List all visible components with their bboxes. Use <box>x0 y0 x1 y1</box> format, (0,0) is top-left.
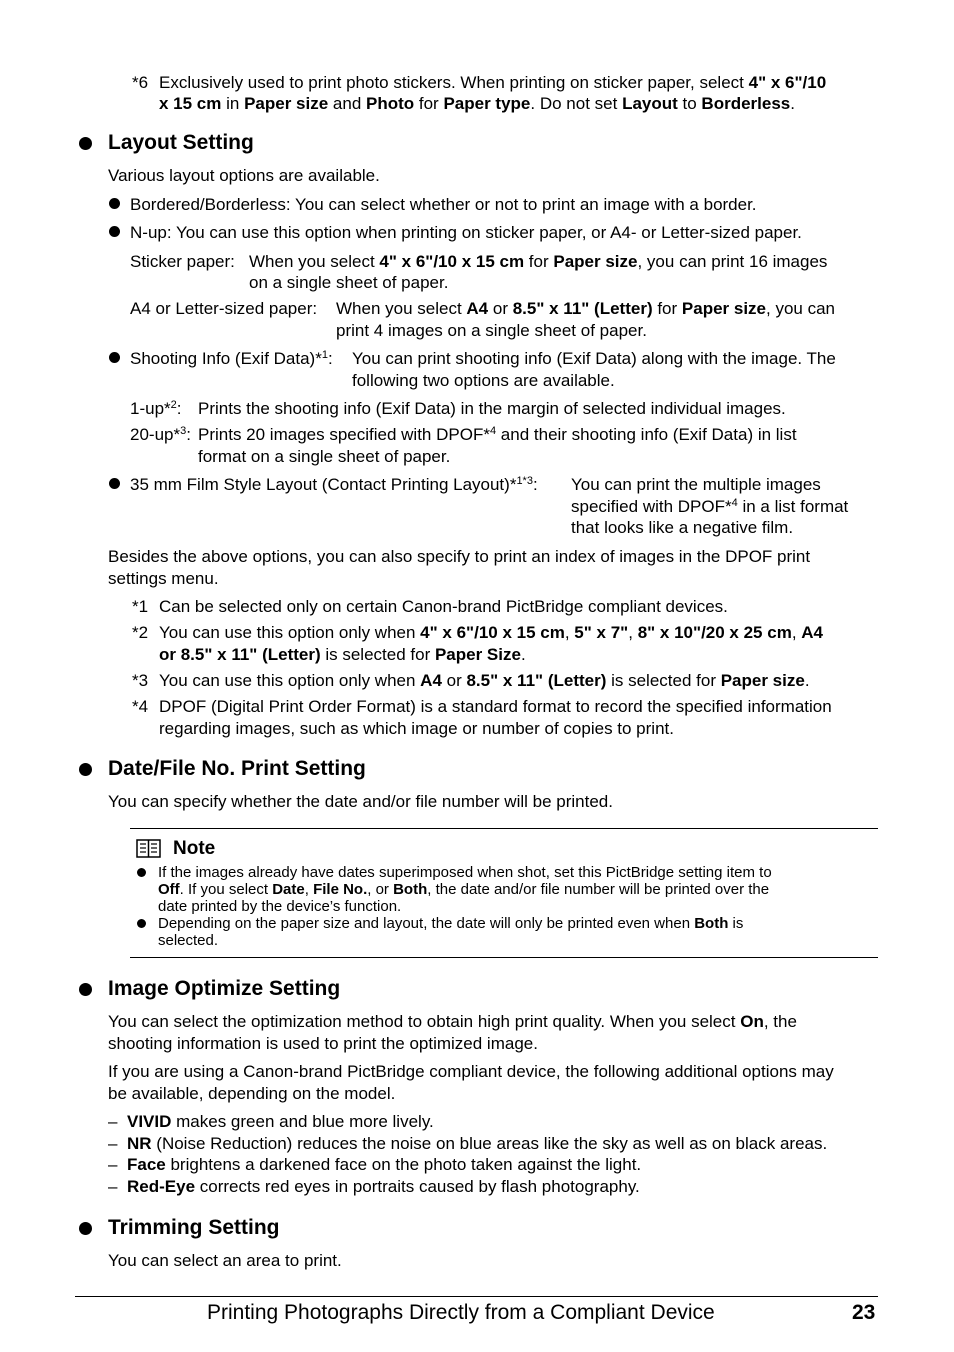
dash-marker: – <box>108 1155 118 1174</box>
footnote-text: x 15 cm in Paper size and Photo for Paper type. Do not set Layout to Borderless. <box>159 94 795 113</box>
list-item: VIVID makes green and blue more lively. <box>127 1112 434 1131</box>
sticker-text: on a single sheet of paper. <box>249 273 449 292</box>
note-title: Note <box>173 838 216 859</box>
paragraph: Besides the above options, you can also specify to print an index of images in the DPOF print <box>108 547 811 566</box>
footer-title: Printing Photographs Directly from a Compliant Device <box>207 1301 715 1324</box>
note-text: selected. <box>158 932 219 949</box>
note-text: Off. If you select Date, File No., or Both, the date and/or file number will be printed over the <box>158 881 770 898</box>
footnote-text: Exclusively used to print photo stickers. When printing on sticker paper, select 4" x 6"/10 <box>159 73 827 92</box>
note-book-icon <box>136 839 161 858</box>
paragraph: be available, depending on the model. <box>108 1084 396 1103</box>
dash-marker: – <box>108 1177 118 1196</box>
film-layout-text: that looks like a negative film. <box>571 518 794 537</box>
footnote-mark: *3 <box>132 671 149 690</box>
film-layout-text: You can print the multiple images <box>571 475 821 494</box>
page-number: 23 <box>852 1301 876 1324</box>
a4-text: When you select A4 or 8.5" x 11" (Letter) for Paper size, you can <box>336 299 836 318</box>
footnote-text: DPOF (Digital Print Order Format) is a standard format to record the specified information <box>159 697 832 716</box>
footnote-mark: *4 <box>132 697 149 716</box>
footnote-mark: *6 <box>132 73 149 92</box>
paragraph: You can specify whether the date and/or file number will be printed. <box>108 792 613 811</box>
shooting-info-label: Shooting Info (Exif Data)*$^1$: <box>130 349 333 368</box>
twentyup-label: 20-up*$^3$: <box>130 425 191 444</box>
bullet-icon <box>109 478 120 489</box>
shooting-info-text: You can print shooting info (Exif Data) along with the image. The <box>352 349 836 368</box>
sticker-text: When you select 4" x 6"/10 x 15 cm for Paper size, you can print 16 images <box>249 252 828 271</box>
footnote-text: You can use this option only when 4" x 6"/10 x 15 cm, 5" x 7", 8" x 10"/20 x 25 cm, A4 <box>159 623 823 642</box>
twentyup-text: format on a single sheet of paper. <box>198 447 451 466</box>
list-item: NR (Noise Reduction) reduces the noise on blue areas like the sky as well as on black areas. <box>127 1134 828 1153</box>
note-bullet-icon <box>137 868 146 877</box>
paragraph: shooting information is used to print the optimized image. <box>108 1034 538 1053</box>
paragraph: settings menu. <box>108 569 219 588</box>
section-bullet-icon <box>79 763 92 776</box>
footnote-text: regarding images, such as which image or number of copies to print. <box>159 719 674 738</box>
note-text: Depending on the paper size and layout, the date will only be printed even when Both is <box>158 915 744 932</box>
footer-rule <box>75 1296 878 1297</box>
paragraph: You can select an area to print. <box>108 1251 342 1270</box>
list-item: Red-Eye corrects red eyes in portraits caused by flash photography. <box>127 1177 640 1196</box>
paragraph: You can select the optimization method to obtain high print quality. When you select On, the <box>108 1012 797 1031</box>
bullet-icon <box>109 226 120 237</box>
note-text: If the images already have dates superimposed when shot, set this PictBridge setting item to <box>158 864 772 881</box>
list-item: Face brightens a darkened face on the photo taken against the light. <box>127 1155 642 1174</box>
bullet-icon <box>109 352 120 363</box>
shooting-info-text: following two options are available. <box>352 371 615 390</box>
section-heading-image-optimize: Image Optimize Setting <box>108 977 341 1000</box>
oneup-text: Prints the shooting info (Exif Data) in the margin of selected individual images. <box>198 399 786 418</box>
dash-marker: – <box>108 1112 118 1131</box>
note-text: date printed by the device’s function. <box>158 898 402 915</box>
paragraph: If you are using a Canon-brand PictBridge compliant device, the following additional options may <box>108 1062 834 1081</box>
paragraph: Various layout options are available. <box>108 166 380 185</box>
list-item: Bordered/Borderless: You can select whether or not to print an image with a border. <box>130 195 757 214</box>
sticker-label: Sticker paper: <box>130 252 235 271</box>
note-bottom-rule <box>130 957 878 958</box>
section-bullet-icon <box>79 1222 92 1235</box>
dash-marker: – <box>108 1134 118 1153</box>
a4-text: print 4 images on a single sheet of paper. <box>336 321 647 340</box>
section-heading-trimming: Trimming Setting <box>108 1216 280 1239</box>
footnote-text: or 8.5" x 11" (Letter) is selected for Paper Size. <box>159 645 526 664</box>
section-bullet-icon <box>79 983 92 996</box>
list-item: N-up: You can use this option when printing on sticker paper, or A4- or Letter-sized paper. <box>130 223 802 242</box>
footnote-text: You can use this option only when A4 or 8.5" x 11" (Letter) is selected for Paper size. <box>159 671 810 690</box>
film-layout-text: specified with DPOF*$^4$ in a list format <box>571 497 849 516</box>
footnote-text: Can be selected only on certain Canon-brand PictBridge compliant devices. <box>159 597 728 616</box>
footnote-mark: *1 <box>132 597 149 616</box>
section-heading-date: Date/File No. Print Setting <box>108 757 366 780</box>
oneup-label: 1-up*$^2$: <box>130 399 182 418</box>
section-heading-layout: Layout Setting <box>108 131 254 154</box>
twentyup-text: Prints 20 images specified with DPOF*$^4$ and their shooting info (Exif Data) in list <box>198 425 797 444</box>
a4-label: A4 or Letter-sized paper: <box>130 299 318 318</box>
note-bullet-icon <box>137 919 146 928</box>
bullet-icon <box>109 198 120 209</box>
note-top-rule <box>130 828 878 829</box>
section-bullet-icon <box>79 137 92 150</box>
film-layout-label: 35 mm Film Style Layout (Contact Printing Layout)*$^{1*3}$: <box>130 475 538 494</box>
footnote-mark: *2 <box>132 623 149 642</box>
